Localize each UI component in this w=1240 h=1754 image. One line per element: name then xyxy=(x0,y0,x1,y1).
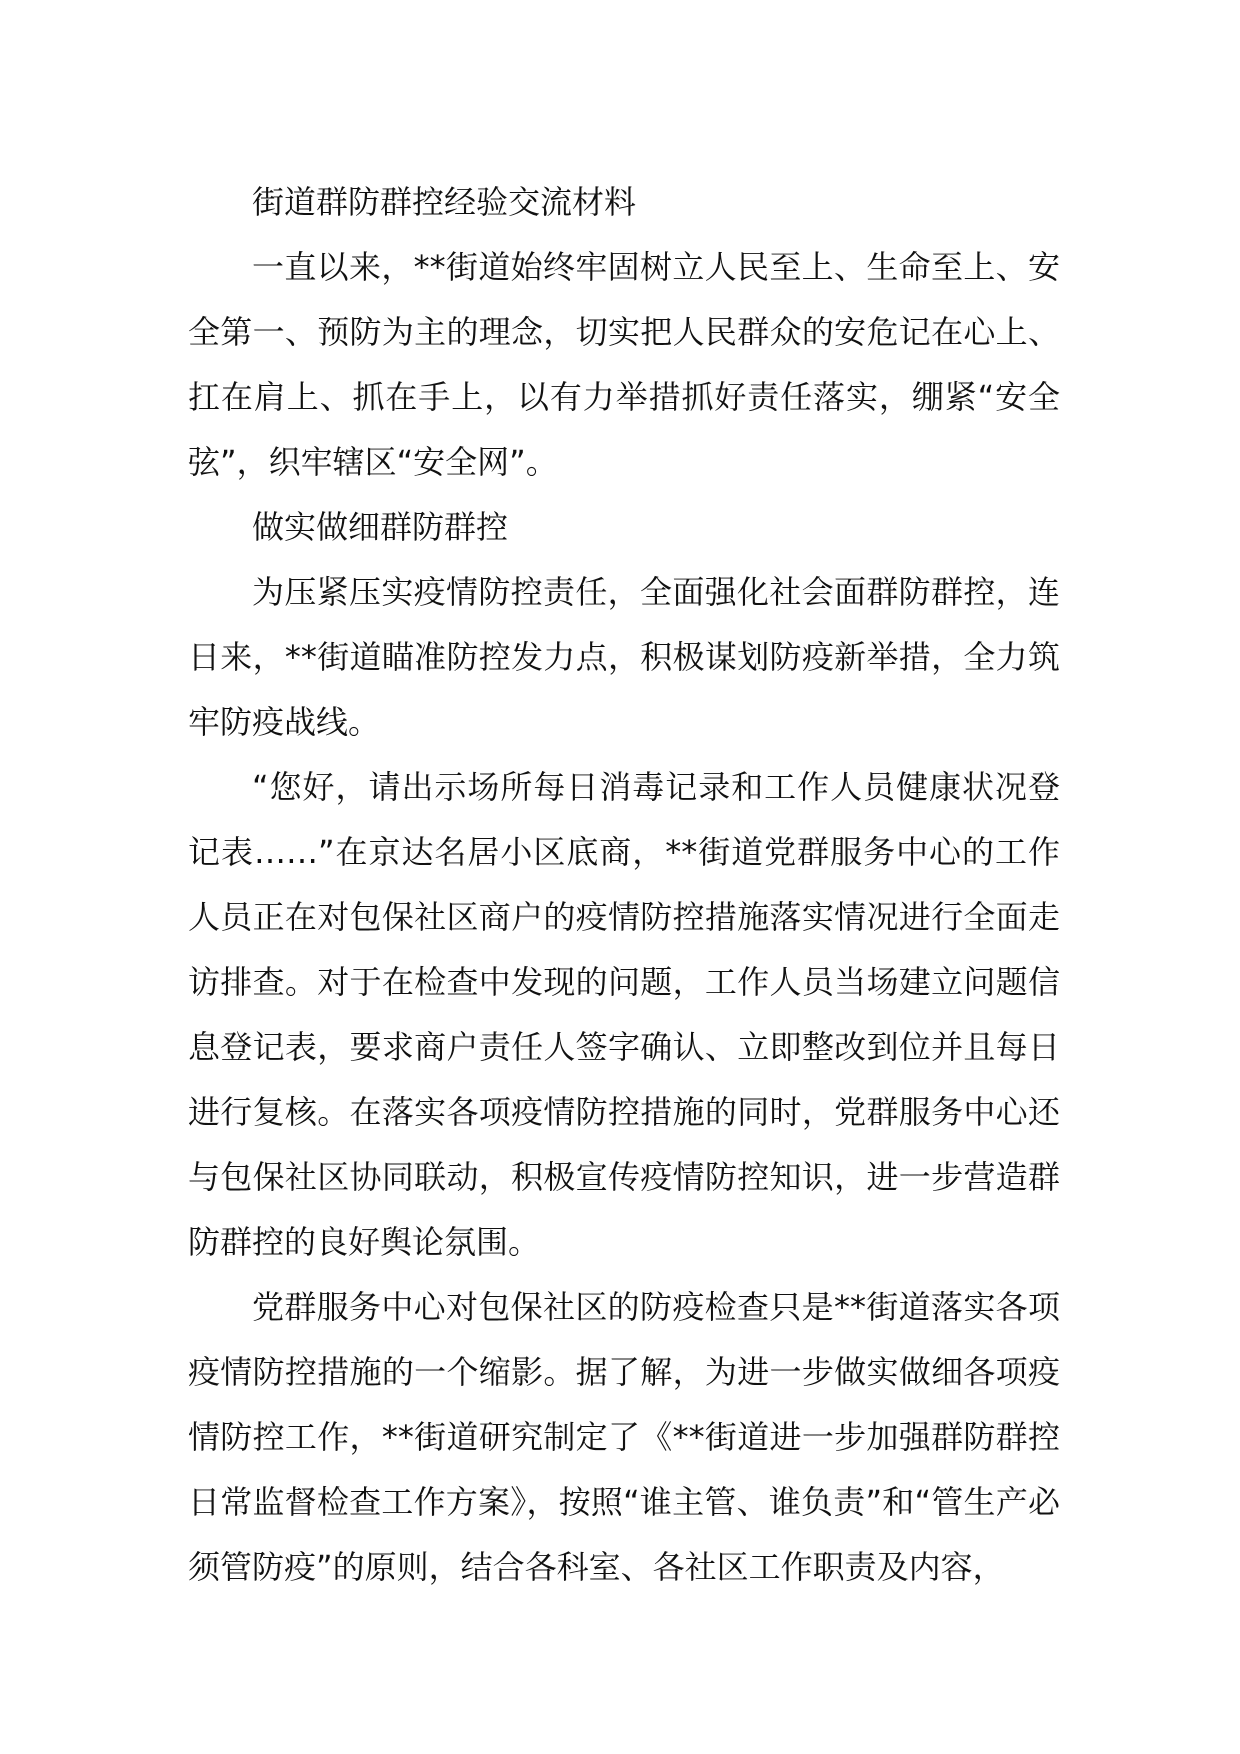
section-heading: 做实做细群防群控 xyxy=(252,508,509,546)
document-body xyxy=(188,170,1060,1600)
body-paragraph: 为压紧压实疫情防控责任，全面强化社会面群防群控，连日来，**街道瞄准防控发力点，积极谋划防疫新举措，全力筑牢防疫战线。 xyxy=(188,573,1060,741)
body-paragraph: “您好，请出示场所每日消毒记录和工作人员健康状况登记表……”在京达名居小区底商，**街道党群服务中心的工作人员正在对包保社区商户的疫情防控措施落实情况进行全面走访排查。对于在检查中发现的问题，工作人员当场建立问题信息登记表，要求商户责任人签字确认、立即整改到位并且每日进行复核。在落实各项疫情防控措施的同时，党群服务中心还与包保社区协同联动，积极宣传疫情防控知识，进一步营造群防群控的良好舆论氛围。 xyxy=(188,768,1060,1261)
body-paragraph: 党群服务中心对包保社区的防疫检查只是**街道落实各项疫情防控措施的一个缩影。据了解，为进一步做实做细各项疫情防控工作，**街道研究制定了《**街道进一步加强群防群控日常监督检查工作方案》，按照“谁主管、谁负责”和“管生产必须管防疫”的原则，结合各科室、各社区工作职责及内容， xyxy=(188,1288,1060,1586)
document-title: 街道群防群控经验交流材料 xyxy=(252,183,637,221)
intro-paragraph: 一直以来，**街道始终牢固树立人民至上、生命至上、安全第一、预防为主的理念，切实把人民群众的安危记在心上、扛在肩上、抓在手上，以有力举措抓好责任落实，绷紧“安全弦”，织牢辖区“安全网”。 xyxy=(188,248,1060,481)
